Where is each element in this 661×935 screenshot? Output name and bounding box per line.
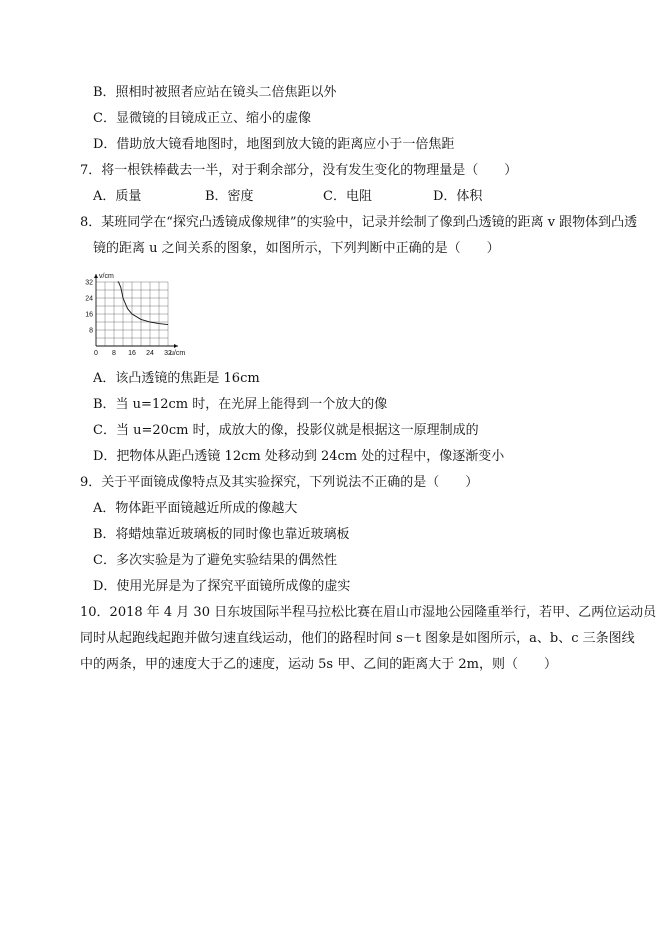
q9-option-d: D．使用光屏是为了探究平面镜所成像的虚实 xyxy=(93,579,351,594)
q8-option-b: B．当 u=12cm 时，在光屏上能得到一个放大的像 xyxy=(93,397,388,412)
q7-stem: 7．将一根铁棒截去一半，对于剩余部分，没有发生变化的物理量是（ ） xyxy=(80,163,518,178)
q8-option-d: D．把物体从距凸透镜 12cm 处移动到 24cm 处的过程中，像逐渐变小 xyxy=(93,449,505,464)
q9-option-a: A．物体距平面镜越近所成的像越大 xyxy=(93,501,298,516)
y-axis-label: v/cm xyxy=(99,273,114,280)
q7-options xyxy=(93,188,482,206)
x-tick-label: 24 xyxy=(146,350,154,357)
q6-option-d: D．借助放大镜看地图时，地图到放大镜的距离应小于一倍焦距 xyxy=(93,137,455,152)
y-tick-label: 32 xyxy=(85,279,93,287)
y-tick-label: 16 xyxy=(85,311,93,319)
x-axis-arrow xyxy=(174,344,178,348)
y-axis-arrow xyxy=(94,274,98,278)
q10-stem-line-3: 中的两条，甲的速度大于乙的速度，运动 5s 甲、乙间的距离大于 2m，则（ ） xyxy=(80,657,557,672)
x-axis-label: u/cm xyxy=(170,350,186,357)
y-tick-label: 24 xyxy=(85,295,93,303)
q9-option-b: B．将蜡烛靠近玻璃板的同时像也靠近玻璃板 xyxy=(93,527,350,542)
v-u-graph xyxy=(72,268,190,360)
q8-stem-line-1: 8．某班同学在“探究凸透镜成像规律”的实验中，记录并绘制了像到凸透镜的距离 v 跟物体到凸透 xyxy=(80,215,638,230)
v-u-curve xyxy=(118,282,168,325)
q7-option-c: C．电阻 xyxy=(323,189,372,204)
x-tick-label: 8 xyxy=(112,350,116,357)
q7-option-b: B．密度 xyxy=(205,189,254,204)
q7-option-d: D．体积 xyxy=(433,189,483,204)
y-tick-label: 8 xyxy=(89,327,93,335)
q10-stem-line-1: 10．2018 年 4 月 30 日东坡国际半程马拉松比赛在眉山市湿地公园隆重举行，若甲、乙两位运动员 xyxy=(80,605,657,620)
q8-stem-line-2: 镜的距离 u 之间关系的图象，如图所示，下列判断中正确的是（ ） xyxy=(93,241,500,256)
graph-axes xyxy=(94,274,178,348)
q9-stem: 9．关于平面镜成像特点及其实验探究，下列说法不正确的是（ ） xyxy=(80,475,479,490)
x-tick-label: 32 xyxy=(164,350,172,357)
q6-option-c: C．显微镜的目镜成正立、缩小的虚像 xyxy=(93,111,311,126)
q7-option-a: A．质量 xyxy=(93,189,142,204)
x-tick-label: 16 xyxy=(128,350,136,357)
q8-option-c: C．当 u=20cm 时，成放大的像，投影仪就是根据这一原理制成的 xyxy=(93,423,479,438)
q10-stem-line-2: 同时从起跑线起跑并做匀速直线运动，他们的路程时间 s－t 图象是如图所示，a、b、c 三条图线 xyxy=(80,631,635,646)
x-tick-label: 0 xyxy=(94,350,98,357)
q6-option-b: B．照相时被照者应站在镜头二倍焦距以外 xyxy=(93,85,337,100)
q8-option-a: A．该凸透镜的焦距是 16cm xyxy=(93,371,260,386)
q9-option-c: C．多次实验是为了避免实验结果的偶然性 xyxy=(93,553,337,568)
